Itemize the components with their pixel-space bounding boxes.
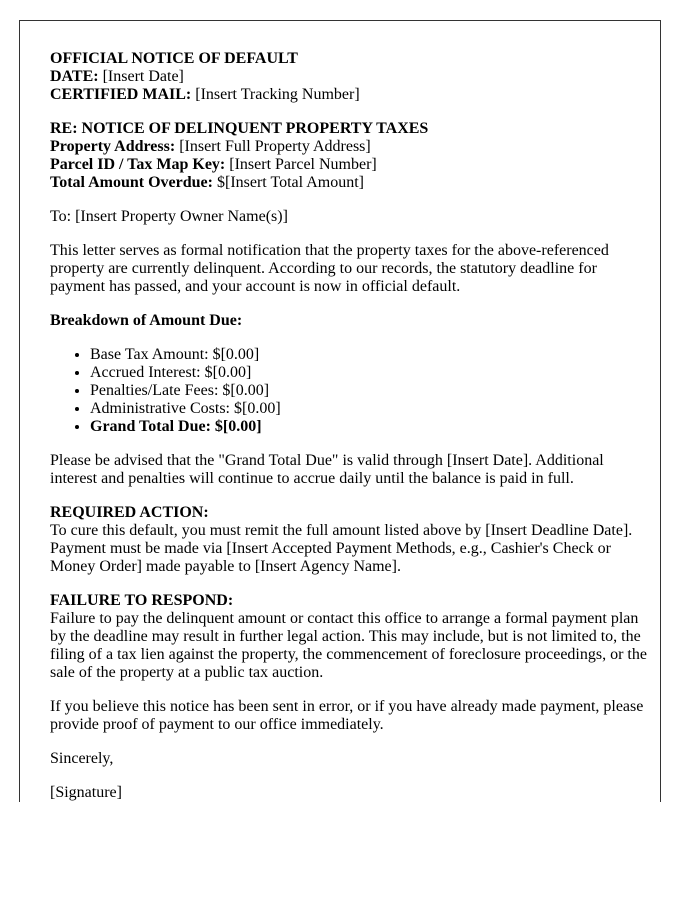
recipient-line: To: [Insert Property Owner Name(s)] [50, 208, 288, 225]
re-title: RE: NOTICE OF DELINQUENT PROPERTY TAXES [50, 120, 429, 137]
parcel-id-value: [Insert Parcel Number] [229, 156, 377, 173]
failure-body: Failure to pay the delinquent amount or contact this office to arrange a formal payment plan by the deadline may result in further legal action. This may include, but is not limited to, the filing of a tax lien against the property, the commencement of foreclosure proceedings, or the sale of the property at a public tax auction. [50, 610, 647, 681]
property-address-label: Property Address: [50, 138, 176, 155]
failure-heading: FAILURE TO RESPOND: [50, 592, 234, 609]
grand-total-item [90, 418, 650, 436]
closing-line: Sincerely, [50, 750, 114, 767]
list-item: • Accrued Interest: $[0.00] [90, 364, 650, 382]
property-address-value: [Insert Full Property Address] [179, 138, 371, 155]
document-page [19, 20, 661, 802]
validity-paragraph: Please be advised that the "Grand Total Due" is valid through [Insert Date]. Additional interest and penalties will continue to accrue daily until the balance is paid in full. [50, 452, 604, 487]
breakdown-heading [50, 312, 650, 330]
date-label: DATE: [50, 68, 99, 85]
intro-paragraph: This letter serves as formal notification that the property taxes for the above-referenced property are currently delinquent. According to our records, the statutory deadline for payment has passed, and your account is now in official default. [50, 242, 609, 295]
grand-total-text: Grand Total Due: $[0.00] [90, 418, 262, 435]
required-action-heading: REQUIRED ACTION: [50, 504, 209, 521]
total-overdue-value: $[Insert Total Amount] [216, 174, 364, 191]
list-item: • Administrative Costs: $[0.00] [90, 400, 650, 418]
header-block [50, 50, 650, 104]
parcel-id-label: Parcel ID / Tax Map Key: [50, 156, 226, 173]
error-note-paragraph: If you believe this notice has been sent in error, or if you have already made payment, please provide proof of payment to our office immediately. [50, 698, 644, 733]
required-action-body: To cure this default, you must remit the full amount listed above by [Insert Deadline Date]. Payment must be made via [Insert Accepted Payment Methods, e.g., Cashier's Check or Money Order] made payable to [Insert Agency Name]. [50, 522, 633, 575]
certified-mail-label: CERTIFIED MAIL: [50, 86, 192, 103]
breakdown-heading-text: Breakdown of Amount Due: [50, 312, 243, 329]
list-item: • Base Tax Amount: $[0.00] [90, 346, 650, 364]
required-action-section [50, 504, 650, 576]
breakdown-list [50, 346, 650, 436]
signature-line: [Signature] [50, 784, 122, 801]
total-overdue-label: Total Amount Overdue: [50, 174, 213, 191]
failure-section [50, 592, 650, 682]
re-block [50, 120, 650, 192]
document-title: OFFICIAL NOTICE OF DEFAULT [50, 50, 298, 67]
certified-mail-value: [Insert Tracking Number] [195, 86, 360, 103]
date-value: [Insert Date] [102, 68, 184, 85]
list-item: • Penalties/Late Fees: $[0.00] [90, 382, 650, 400]
document-body [50, 50, 650, 802]
